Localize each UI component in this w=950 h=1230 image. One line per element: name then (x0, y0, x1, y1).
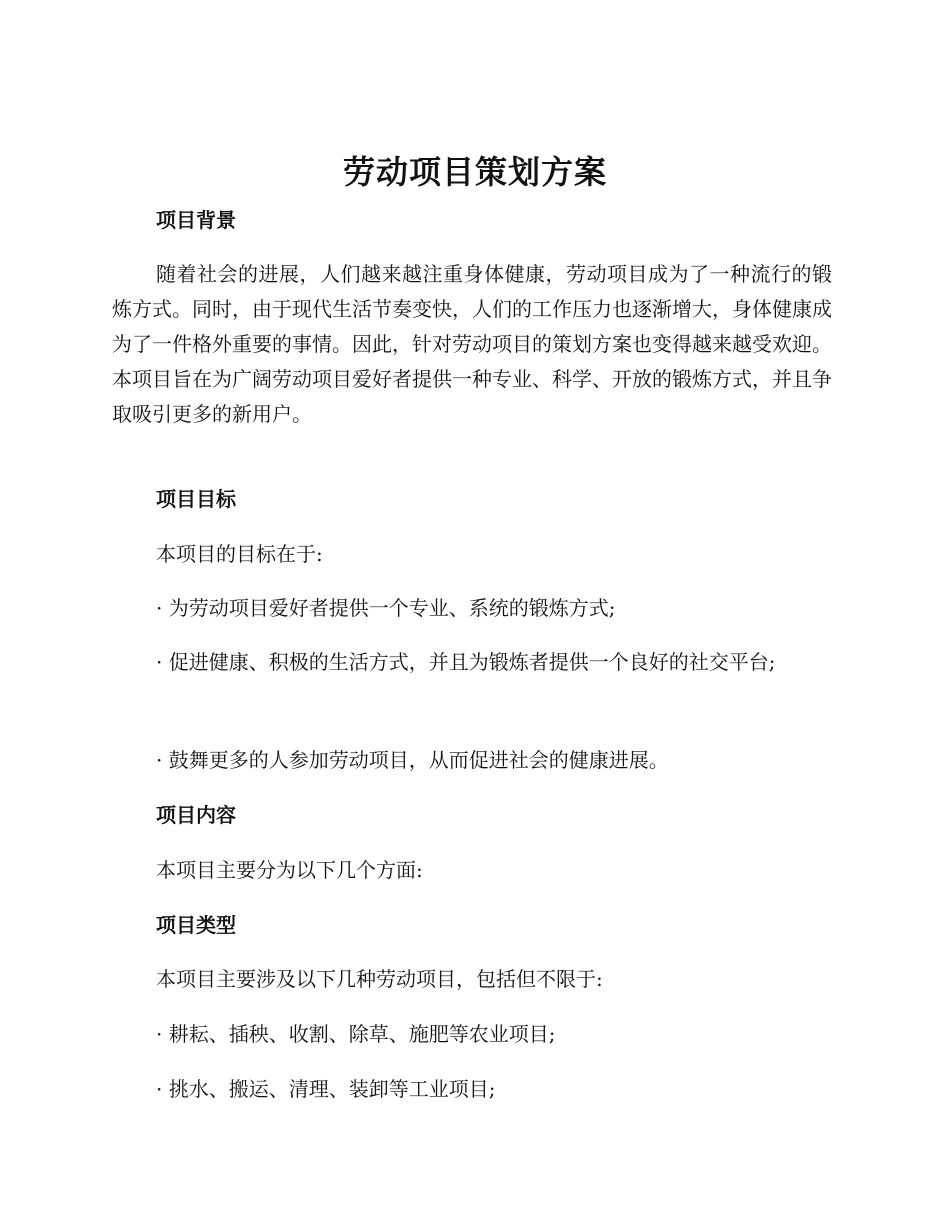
background-paragraph: 随着社会的进展，人们越来越注重身体健康，劳动项目成为了一种流行的锻炼方式。同时，由于现代生活节奏变快，人们的工作压力也逐渐增大，身体健康成为了一件格外重要的事情。因此，针对劳动项目的策划方案也变得越来越受欢迎。本项目旨在为广阔劳动项目爱好者提供一种专业、科学、开放的锻炼方式，并且争取吸引更多的新用户。 (112, 262, 832, 426)
section-heading-content: 项目内容 (156, 803, 236, 827)
section-heading-types: 项目类型 (156, 913, 236, 937)
content-intro: 本项目主要分为以下几个方面: (156, 858, 423, 882)
goals-item: · 为劳动项目爱好者提供一个专业、系统的锻炼方式; (156, 596, 616, 620)
goals-item: · 鼓舞更多的人参加劳动项目，从而促进社会的健康进展。 (156, 748, 669, 772)
goals-intro: 本项目的目标在于: (156, 542, 323, 566)
types-intro: 本项目主要涉及以下几种劳动项目，包括但不限于: (156, 967, 603, 991)
document-title: 劳动项目策划方案 (342, 153, 607, 191)
section-heading-goals: 项目目标 (156, 487, 236, 511)
goals-item: · 促进健康、积极的生活方式，并且为锻炼者提供一个良好的社交平台; (156, 650, 776, 674)
section-heading-background: 项目背景 (156, 208, 236, 232)
types-item: · 耕耘、插秧、收割、除草、施肥等农业项目; (156, 1022, 556, 1046)
types-item: · 挑水、搬运、清理、装卸等工业项目; (156, 1077, 496, 1101)
